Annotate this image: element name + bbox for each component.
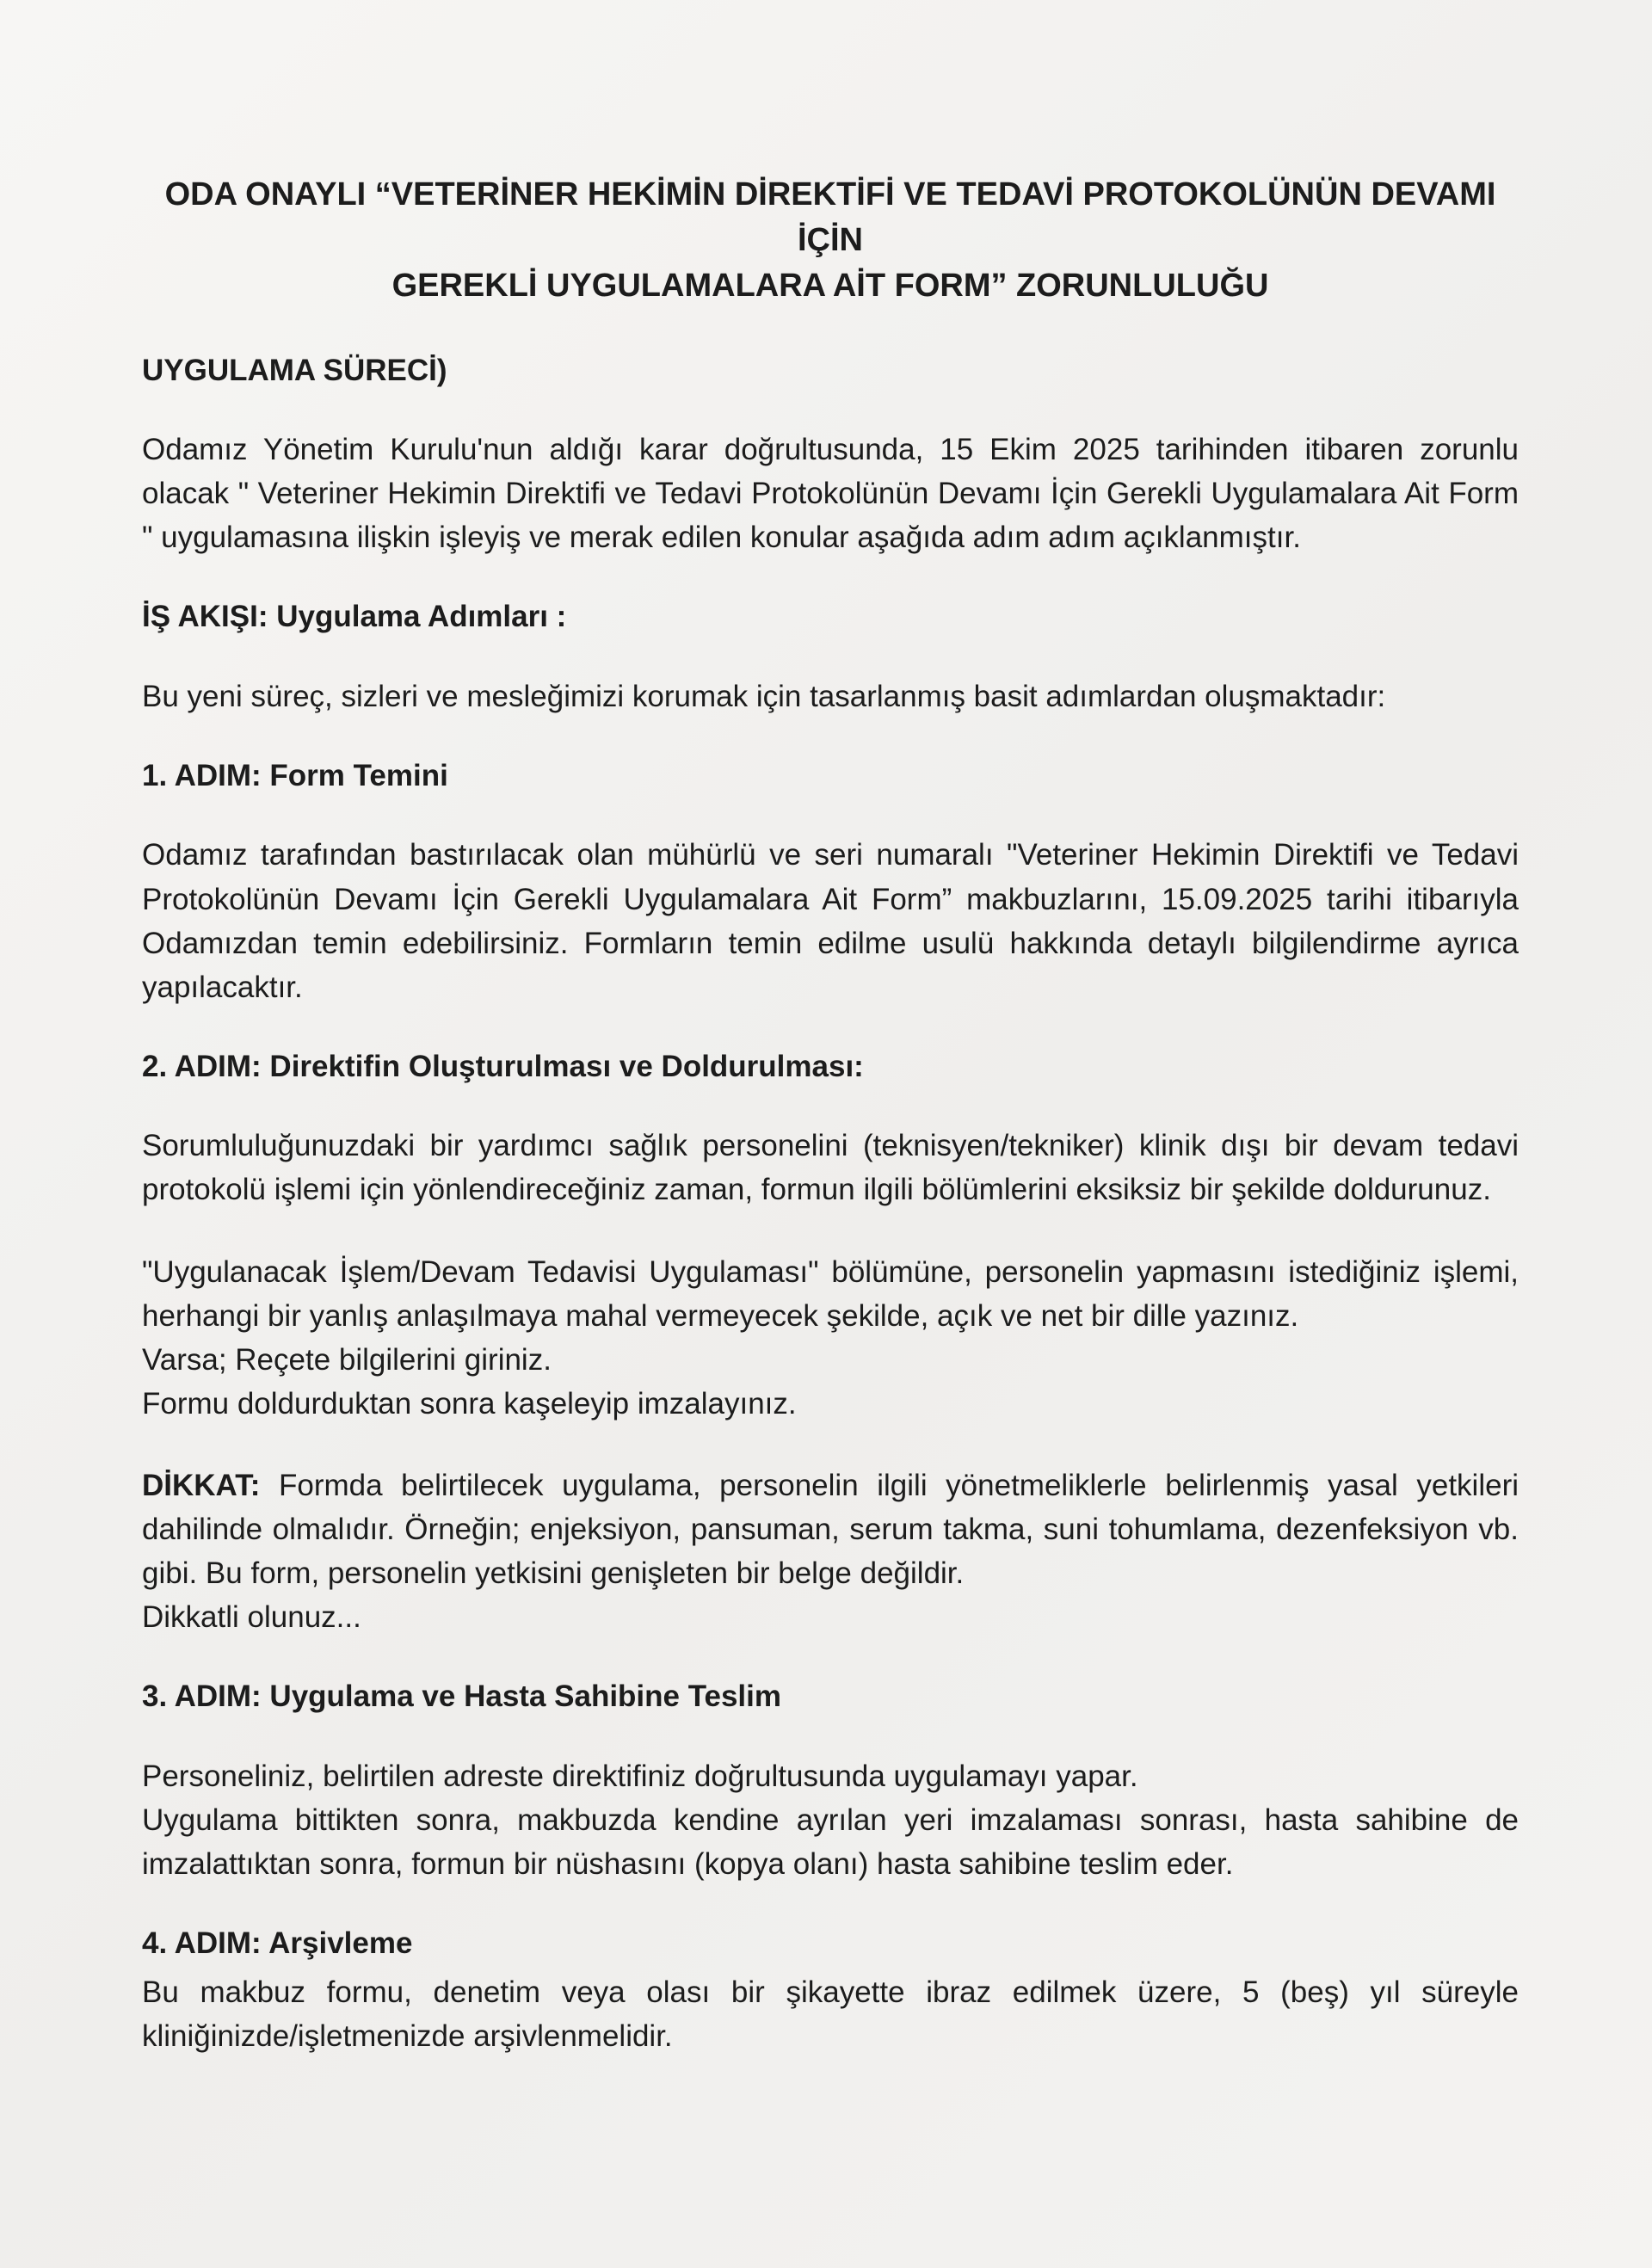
step4-text: Bu makbuz formu, denetim veya olası bir şikayette ibraz edilmek üzere, 5 (beş) yıl süreyle kliniğinizde/işletmenizde arşivlenmelidir. <box>142 1975 1519 2053</box>
step4-heading: 4. ADIM: Arşivleme <box>142 1926 413 1961</box>
warning-end: Dikkatli olunuz... <box>142 1600 361 1635</box>
step2-text: Sorumluluğunuzdaki bir yardımcı sağlık personelini (teknisyen/tekniker) klinik dışı bir devam tedavi protokolü işlemi için yönlendireceğiniz zaman, formun ilgili bölümlerini eksiksiz bir şekilde doldurunuz. <box>142 1129 1519 1207</box>
title-line-1: ODA ONAYLI “VETERİNER HEKİMİN DİREKTİFİ VE TEDAVİ PROTOKOLÜNÜN DEVAMI İÇİN <box>164 176 1496 259</box>
warning-label: DİKKAT: <box>142 1468 261 1502</box>
warning-paragraph <box>142 1464 1519 1595</box>
intro-paragraph: Odamız Yönetim Kurulu'nun aldığı karar doğrultusunda, 15 Ekim 2025 tarihinden itibaren zorunlu olacak " Veteriner Hekimin Direktifi ve Tedavi Protokolünün Devamı İçin Gerekli Uygulamalara Ait Form " uygulamasına ilişkin işleyiş ve merak edilen konular aşağıda adım adım açıklanmıştır. <box>142 433 1519 555</box>
workflow-heading: İŞ AKIŞI: Uygulama Adımları : <box>142 600 567 634</box>
step2-instruction-2: Varsa; Reçete bilgilerini giriniz. <box>142 1342 552 1377</box>
workflow-intro: Bu yeni süreç, sizleri ve mesleğimizi korumak için tasarlanmış basit adımlardan oluşmaktadır: <box>142 679 1386 713</box>
step3-line-1: Personeliniz, belirtilen adreste direktifiniz doğrultusunda uygulamayı yapar. <box>142 1759 1138 1793</box>
step2-instruction-3: Formu doldurduktan sonra kaşeleyip imzalayınız. <box>142 1386 797 1421</box>
step3-text <box>142 1754 1519 1886</box>
warning-text: Formda belirtilecek uygulama, personelin ilgili yönetmeliklerle belirlenmiş yasal yetkileri dahilinde olmalıdır. Örneğin; enjeksiyon, pansuman, serum takma, suni tohumlama, dezenfeksiyon vb. gibi. Bu form, personelin yetkisini genişleten bir belge değildir. <box>142 1468 1519 1591</box>
document-content <box>142 172 1519 2058</box>
document-title <box>142 172 1519 310</box>
step1-text: Odamız tarafından bastırılacak olan mühürlü ve seri numaralı "Veteriner Hekimin Direktifi ve Tedavi Protokolünün Devamı İçin Gerekli Uygulamalara Ait Form” makbuzlarını, 15.09.2025 tarihi itibarıyla Odamızdan temin edebilirsiniz. Formların temin edilme usulü hakkında detaylı bilgilendirme ayrıca yapılacaktır. <box>142 838 1519 1004</box>
warning-block <box>142 1464 1519 1639</box>
step2-instruction-1: "Uygulanacak İşlem/Devam Tedavisi Uygulaması" bölümüne, personelin yapmasını istediğiniz işlemi, herhangi bir yanlış anlaşılmaya mahal vermeyecek şekilde, açık ve net bir dille yazınız. <box>142 1254 1519 1333</box>
step1-heading: 1. ADIM: Form Temini <box>142 758 448 792</box>
step2-heading: 2. ADIM: Direktifin Oluşturulması ve Doldurulması: <box>142 1049 864 1083</box>
step3-heading: 3. ADIM: Uygulama ve Hasta Sahibine Teslim <box>142 1679 781 1714</box>
step2-instructions <box>142 1250 1519 1426</box>
title-line-2: GEREKLİ UYGULAMALARA AİT FORM” ZORUNLULUĞU <box>391 268 1269 305</box>
process-heading: UYGULAMA SÜRECİ) <box>142 353 447 387</box>
step3-line-2: Uygulama bittikten sonra, makbuzda kendine ayrılan yeri imzalaması sonrası, hasta sahibine de imzalattıktan sonra, formun bir nüshasını (kopya olanı) hasta sahibine teslim eder. <box>142 1803 1519 1881</box>
